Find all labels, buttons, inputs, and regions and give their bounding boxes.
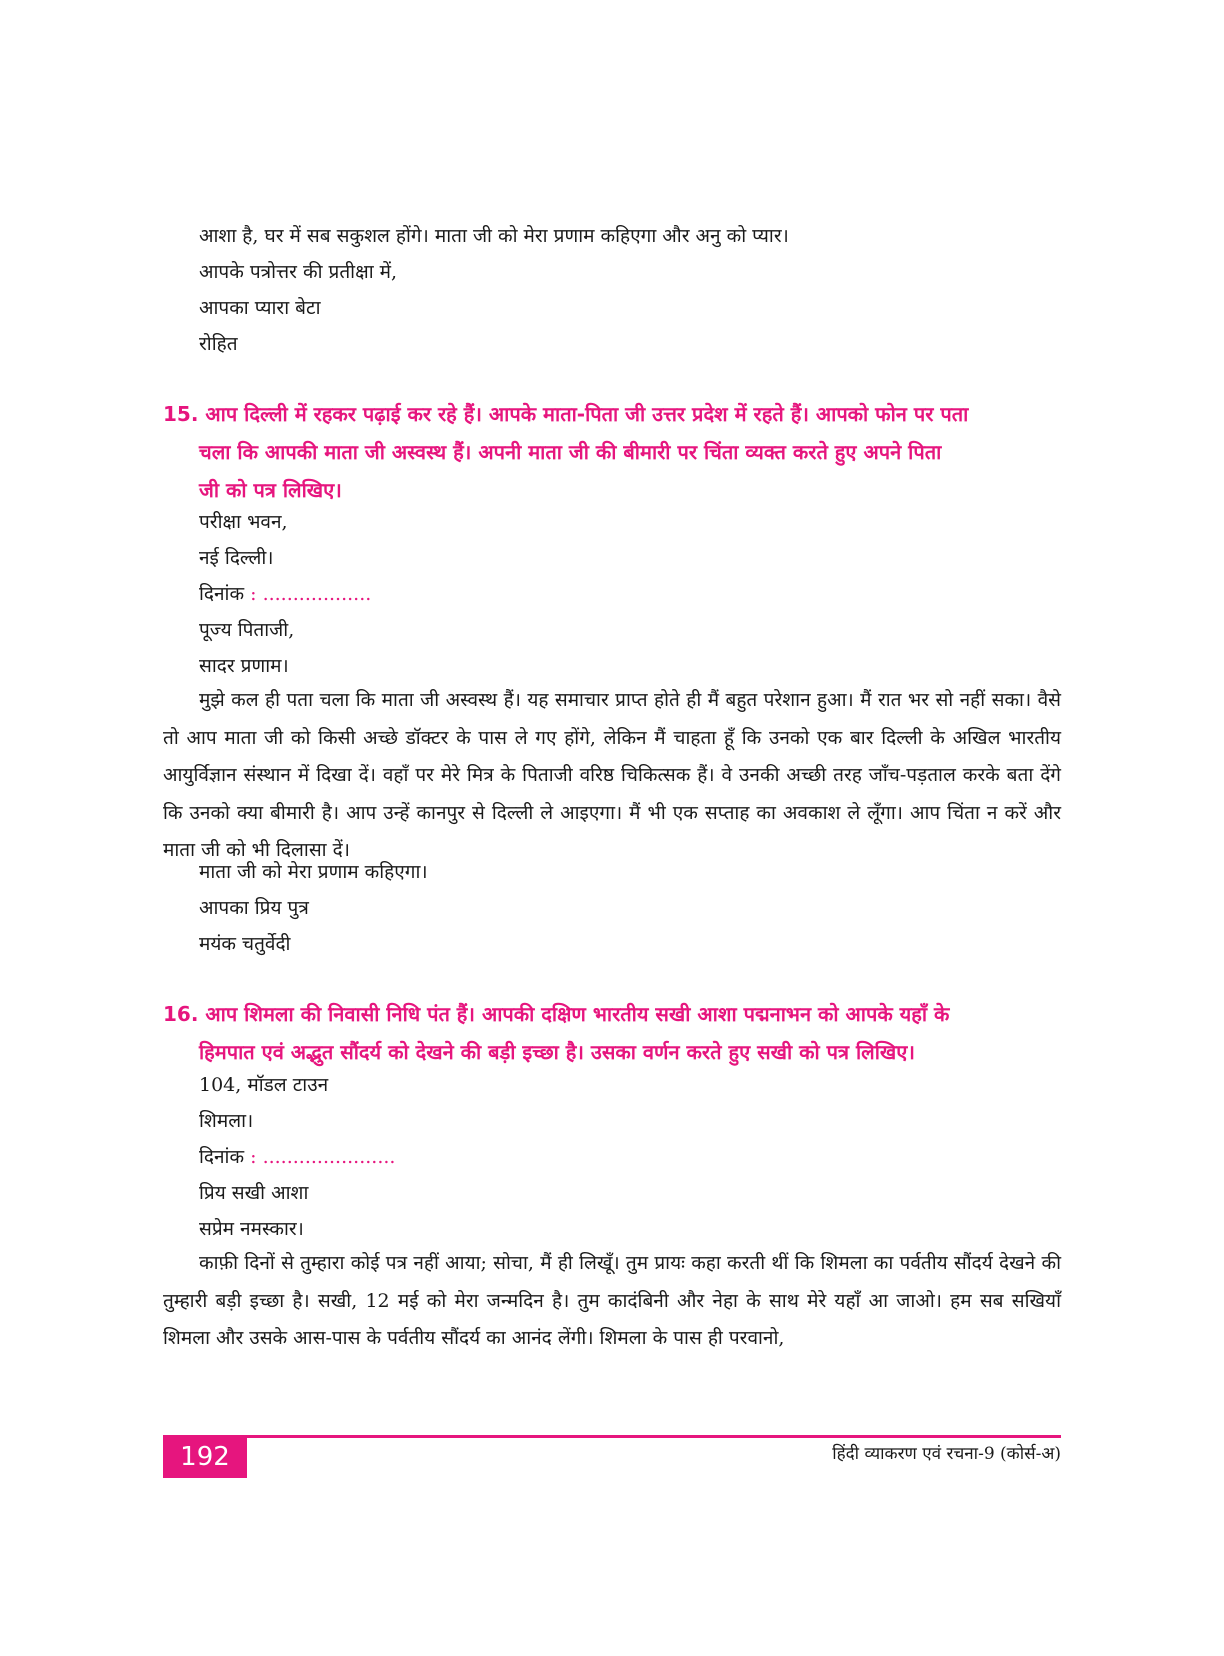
question-16-line-2: हिमपात एवं अद्भुत सौंदर्य को देखने की बड़ी इच्छा है। उसका वर्णन करते हुए सखी को पत्र लिखिए।	[199, 1040, 915, 1064]
letter-closing-line: आशा है, घर में सब सकुशल होंगे। माता जी को मेरा प्रणाम कहिएगा और अनु को प्यार।	[199, 225, 789, 247]
address-line-1: परीक्षा भवन,	[199, 511, 288, 533]
date-placeholder: : ......................	[250, 1146, 396, 1168]
closing-sign-off: आपका प्रिय पुत्र	[199, 897, 309, 919]
question-16-line-1	[163, 995, 1061, 1033]
salutation: पूज्य पिताजी,	[199, 619, 295, 641]
address-line-1: 104, मॉडल टाउन	[199, 1074, 329, 1096]
date-label: दिनांक	[199, 583, 245, 605]
letter-signature: रोहित	[199, 333, 238, 355]
footer-divider	[163, 1435, 1061, 1438]
book-title: हिंदी व्याकरण एवं रचना-9 (कोर्स-अ)	[832, 1444, 1061, 1464]
question-number: 15.	[163, 402, 199, 426]
question-15-line-3: जी को पत्र लिखिए।	[199, 478, 342, 502]
address-line-2: शिमला।	[199, 1110, 254, 1132]
signature: मयंक चतुर्वेदी	[199, 933, 291, 955]
question-15-text-1: आप दिल्ली में रहकर पढ़ाई कर रहे हैं। आपके माता-पिता जी उत्तर प्रदेश में रहते हैं। आपको फोन पर पता	[205, 402, 969, 426]
closing-line: माता जी को मेरा प्रणाम कहिएगा।	[199, 861, 428, 883]
letter-body: काफ़ी दिनों से तुम्हारा कोई पत्र नहीं आया; सोचा, मैं ही लिखूँ। तुम प्रायः कहा करती थीं कि शिमला का पर्वतीय सौंदर्य देखने की तुम्हारी बड़ी इच्छा है। सखी, 12 मई को मेरा जन्मदिन है। तुम कादंबिनी और नेहा के साथ मेरे यहाँ आ जाओ। हम सब सखियाँ शिमला और उसके आस-पास के पर्वतीय सौंदर्य का आनंद लेंगी। शिमला के पास ही परवानो,	[163, 1252, 1061, 1349]
greeting: सादर प्रणाम।	[199, 655, 289, 677]
page-number: 192	[163, 1436, 247, 1478]
question-15	[163, 395, 1061, 509]
question-16	[163, 995, 1061, 1071]
question-16-text-1: आप शिमला की निवासी निधि पंत हैं। आपकी दक्षिण भारतीय सखी आशा पद्मनाभन को आपके यहाँ के	[205, 1002, 950, 1026]
date-label: दिनांक	[199, 1146, 245, 1168]
greeting: सप्रेम नमस्कार।	[199, 1218, 304, 1240]
letter-sign-off: आपका प्यारा बेटा	[199, 297, 321, 319]
question-number: 16.	[163, 1002, 199, 1026]
address-line-2: नई दिल्ली।	[199, 547, 274, 569]
question-15-line-2: चला कि आपकी माता जी अस्वस्थ हैं। अपनी माता जी की बीमारी पर चिंता व्यक्त करते हुए अपने पिता	[199, 440, 942, 464]
date-line	[199, 1138, 395, 1176]
letter-awaiting-reply: आपके पत्रोत्तर की प्रतीक्षा में,	[199, 261, 398, 283]
salutation: प्रिय सखी आशा	[199, 1182, 309, 1204]
letter-body: मुझे कल ही पता चला कि माता जी अस्वस्थ हैं। यह समाचार प्राप्त होते ही मैं बहुत परेशान हुआ। मैं रात भर सो नहीं सका। वैसे तो आप माता जी को किसी अच्छे डॉक्टर के पास ले गए होंगे, लेकिन मैं चाहता हूँ कि उनको एक बार दिल्ली के अखिल भारतीय आयुर्विज्ञान संस्थान में दिखा दें। वहाँ पर मेरे मित्र के पिताजी वरिष्ठ चिकित्सक हैं। वे उनकी अच्छी तरह जाँच-पड़ताल करके बता देंगे कि उनको क्या बीमारी है। आप उन्हें कानपुर से दिल्ली ले आइएगा। मैं भी एक सप्ताह का अवकाश ले लूँगा। आप चिंता न करें और माता जी को भी दिलासा दें।	[163, 689, 1061, 861]
question-15-line-1	[163, 395, 1061, 433]
date-line	[199, 575, 371, 613]
date-placeholder: : ..................	[250, 583, 372, 605]
